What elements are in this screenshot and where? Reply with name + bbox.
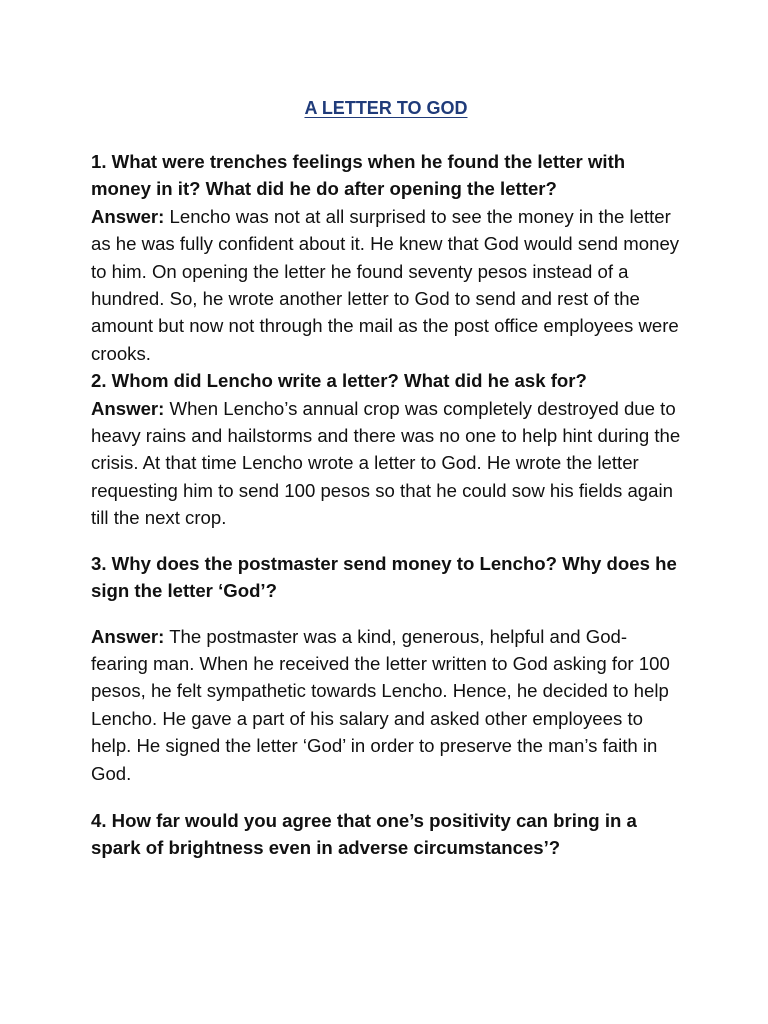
answer-label: Answer: [91, 205, 165, 227]
answer-label: Answer: [91, 625, 165, 647]
spacer [91, 787, 681, 807]
answer-3-text: The postmaster was a kind, generous, helpful and God-fearing man. When he received the letter written to God asking for 100 pesos, he felt sympathetic towards Lencho. Hence, he decided to help Lencho. He gave a part of his salary and asked other employees to help. He signed the letter ‘God’ in order to preserve the man’s faith in God. [91, 625, 670, 784]
question-1: 1. What were trenches feelings when he found the letter with money in it? What did he do after opening the letter? [91, 151, 626, 200]
answer-2-text: When Lencho’s annual crop was completely destroyed due to heavy rains and hailstorms and there was no one to help hint during the crisis. At that time Lencho wrote a letter to God. He wrote the letter requesting him to send 100 pesos so that he could sow his fields again till the next crop. [91, 397, 681, 529]
question-3: 3. Why does the postmaster send money to Lencho? Why does he sign the letter ‘God’? [91, 552, 677, 602]
spacer [91, 532, 681, 550]
answer-1-text: Lencho was not at all surprised to see the money in the letter as he was fully confident about it. He knew that God would send money to him. On opening the letter he found seventy pesos instead of a hundred. So, he wrote another letter to God to send and rest of the amount but now not through the mail as the post office employees were crooks. [91, 205, 680, 364]
spacer [91, 605, 681, 623]
qa-list [91, 148, 681, 862]
answer-3 [91, 623, 681, 787]
document-title: A LETTER TO GOD [304, 98, 468, 118]
document-content [91, 96, 681, 862]
answer-1 [91, 203, 681, 367]
answer-2 [91, 395, 681, 532]
question-2: 2. Whom did Lencho write a letter? What did he ask for? [91, 370, 587, 392]
answer-label: Answer: [91, 397, 165, 419]
question-4: 4. How far would you agree that one’s positivity can bring in a spark of brightness even in adverse circumstances’? [91, 809, 637, 859]
